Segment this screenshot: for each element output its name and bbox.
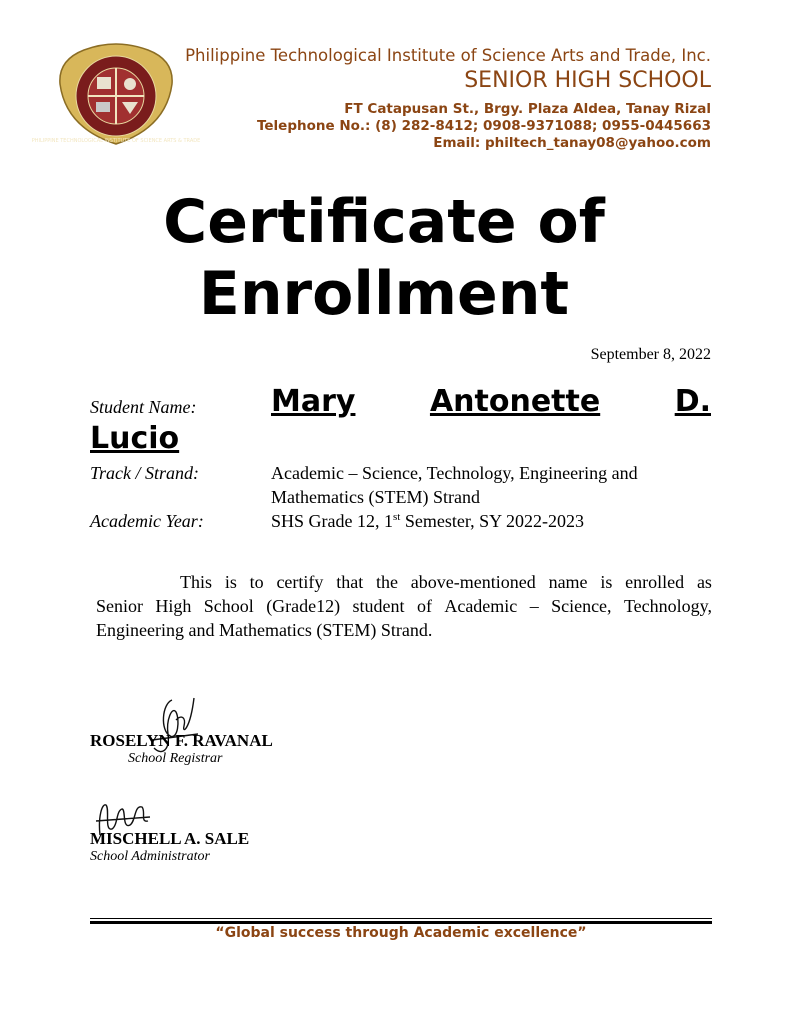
school-division: SENIOR HIGH SCHOOL	[464, 68, 711, 93]
logo-ring-text: PHILIPPINE TECHNOLOGICAL INSTITUTE OF SCIENCE ARTS & TRADE	[31, 138, 201, 144]
registrar-title: School Registrar	[128, 751, 223, 766]
school-email: Email: philtech_tanay08@yahoo.com	[433, 135, 711, 151]
track-value-line-2: Mathematics (STEM) Strand	[271, 487, 480, 507]
certification-paragraph	[96, 570, 712, 642]
certificate-title	[0, 186, 768, 330]
student-name-label: Student Name:	[90, 397, 197, 417]
name-part: Mary	[271, 384, 356, 419]
track-value-line-1: Academic – Science, Technology, Engineering and	[271, 463, 638, 483]
student-name-first	[271, 384, 711, 419]
school-address: FT Catapusan St., Brgy. Plaza Aldea, Tanay Rizal	[344, 101, 711, 117]
academic-year-label: Academic Year:	[90, 511, 204, 531]
footer-rule-thick	[90, 921, 712, 924]
school-name: Philippine Technological Institute of Science Arts and Trade, Inc.	[185, 46, 711, 65]
administrator-name: MISCHELL A. SALE	[90, 829, 250, 848]
paragraph-line-3: Engineering and Mathematics (STEM) Strand.	[96, 620, 433, 640]
paragraph-line-1: This is to certify that the above-mentioned name is enrolled as	[180, 572, 712, 592]
school-telephone: Telephone No.: (8) 282-8412; 0908-9371088; 0955-0445663	[256, 118, 711, 134]
issue-date: September 8, 2022	[590, 346, 711, 363]
administrator-title: School Administrator	[90, 849, 210, 864]
footer-rule-thin	[90, 918, 712, 919]
track-label: Track / Strand:	[90, 463, 200, 483]
name-part: Antonette	[429, 384, 601, 419]
student-name-last: Lucio	[90, 421, 180, 456]
registrar-name: ROSELYN F. RAVANAL	[90, 731, 273, 750]
title-line-2: Enrollment	[198, 259, 570, 329]
title-line-1: Certificate of	[163, 187, 605, 257]
academic-year-value: SHS Grade 12, 1st Semester, SY 2022-2023	[271, 511, 584, 531]
paragraph-line-2: Senior High School (Grade12) student of Academic – Science, Technology,	[96, 596, 712, 616]
school-motto: “Global success through Academic excellence”	[215, 925, 587, 941]
school-logo	[31, 44, 201, 148]
name-part: D.	[674, 384, 711, 419]
